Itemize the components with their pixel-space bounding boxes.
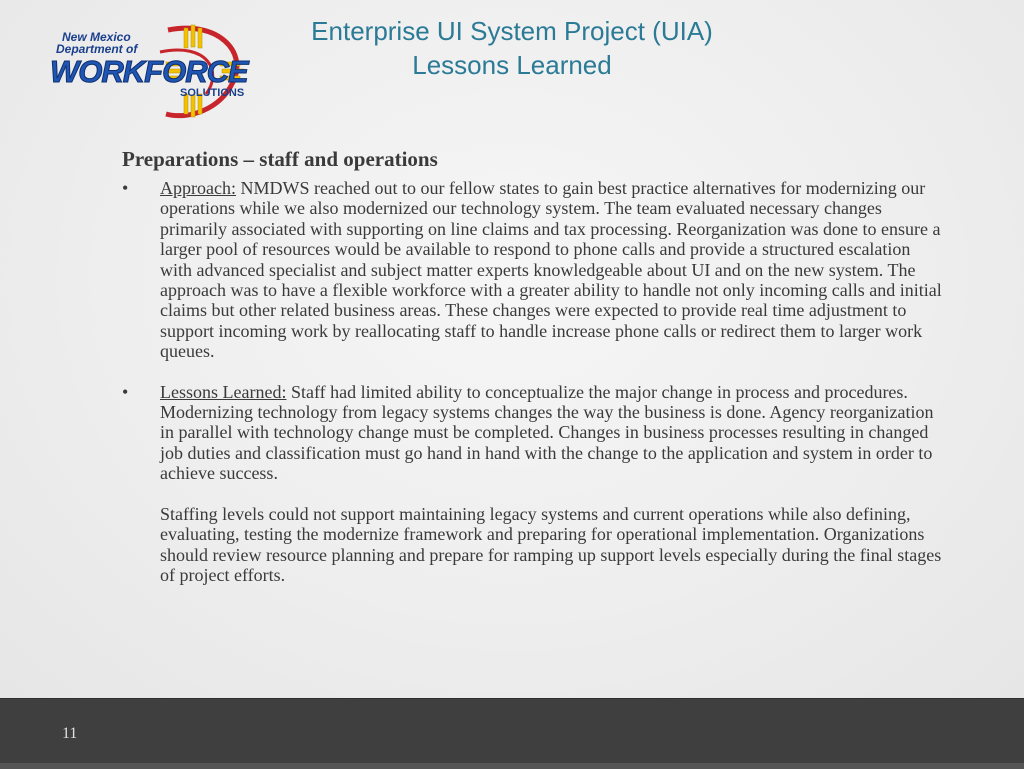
spacer xyxy=(122,362,942,382)
spacer xyxy=(122,484,942,504)
title-line-1: Enterprise UI System Project (UIA) xyxy=(311,16,713,46)
bullet-label-approach: Approach: xyxy=(160,178,236,198)
bullet-lessons-learned xyxy=(122,382,942,484)
bullet-marker: • xyxy=(122,381,129,402)
footer-bar xyxy=(0,698,1024,769)
logo-line-new-mexico: New Mexico xyxy=(62,30,131,44)
paragraph-text-staffing: Staffing levels could not support maintaining legacy systems and current operations while also defining, evaluating, testing the modernize framework and preparing for operational implementation. Organizations should review resource planning and prepare for ramping up support levels especially during the final stages of project efforts. xyxy=(160,503,942,585)
bullet-text-approach: NMDWS reached out to our fellow states to gain best practice alternatives for modernizing our operations while we also modernized our technology system. The team evaluated necessary changes primarily associated with supporting on line claims and tax processing. Reorganization was done to ensure a larger pool of resources would be available to respond to phone calls and provide a structured escalation with advanced specialist and subject matter experts knowledgeable about UI and on the new system. The approach was to have a flexible workforce with a greater ability to handle not only incoming calls and initial claims but other related business areas. These changes were expected to provide real time adjustment to support incoming work by reallocating staff to handle increase phone calls or redirect them to larger work queues. xyxy=(160,178,942,362)
page-number: 11 xyxy=(62,725,78,742)
logo-line-solutions: SOLUTIONS xyxy=(180,87,245,99)
bullet-approach xyxy=(122,178,942,362)
slide-body xyxy=(122,178,942,585)
slide-title xyxy=(200,14,824,82)
logo-line-workforce: WORKFORCE xyxy=(50,54,248,89)
section-heading: Preparations – staff and operations xyxy=(122,147,438,171)
logo-line-department: Department of xyxy=(56,42,138,56)
footer-strip xyxy=(0,763,1024,769)
paragraph-staffing xyxy=(122,504,942,586)
title-line-2: Lessons Learned xyxy=(412,50,612,80)
bullet-text-lessons: Staff had limited ability to conceptualize the major change in process and procedures. Modernizing technology from legacy systems changes the way the business is done. Agency reorganization in parallel with technology change must be completed. Changes in business processes resulting in changed job duties and classification must go hand in hand with the change to the application and system in order to achieve success. xyxy=(160,381,934,484)
bullet-label-lessons: Lessons Learned: xyxy=(160,381,287,402)
bullet-marker: • xyxy=(122,178,129,198)
